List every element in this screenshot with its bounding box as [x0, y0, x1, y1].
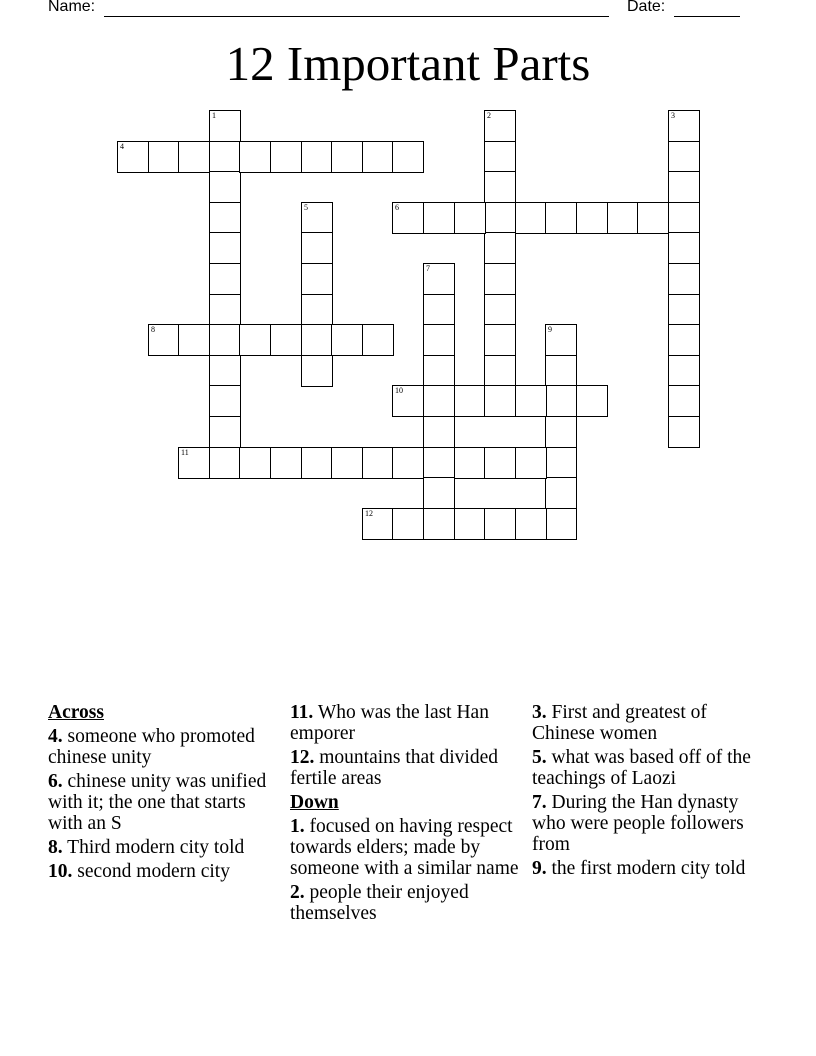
grid-cell[interactable]	[576, 385, 608, 417]
grid-cell[interactable]	[239, 141, 271, 173]
grid-cell[interactable]	[668, 385, 700, 417]
clue-number: 8.	[48, 837, 63, 858]
clue-down-2	[290, 882, 526, 924]
grid-cell[interactable]	[148, 141, 180, 173]
grid-cell[interactable]	[515, 202, 547, 234]
grid-cell[interactable]	[668, 294, 700, 326]
clue-across-10	[48, 861, 284, 882]
cell-number: 12	[365, 509, 373, 518]
clue-text: Third modern city told	[67, 837, 245, 858]
grid-cell[interactable]	[209, 263, 241, 295]
grid-cell[interactable]	[423, 355, 455, 387]
grid-cell[interactable]	[423, 416, 455, 448]
grid-cell[interactable]	[270, 141, 302, 173]
grid-cell[interactable]	[515, 508, 547, 540]
grid-cell[interactable]	[178, 447, 210, 479]
grid-cell[interactable]	[392, 508, 424, 540]
grid-cell[interactable]	[484, 110, 516, 142]
clue-down-9	[532, 858, 768, 879]
clue-down-5	[532, 747, 768, 789]
grid-cell[interactable]	[301, 202, 333, 234]
cell-number: 3	[671, 111, 675, 120]
clue-number: 1.	[290, 816, 305, 837]
grid-cell[interactable]	[545, 447, 577, 479]
grid-cell[interactable]	[668, 232, 700, 264]
grid-cell[interactable]	[484, 355, 516, 387]
clue-across-4	[48, 726, 284, 768]
across-heading: Across	[48, 702, 104, 723]
grid-cell[interactable]	[454, 385, 486, 417]
grid-cell[interactable]	[148, 324, 180, 356]
clue-text: second modern city	[77, 861, 230, 882]
clue-across-11	[290, 702, 526, 744]
clue-text: what was based off of the teachings of Laozi	[532, 747, 751, 789]
clue-down-1	[290, 816, 526, 879]
grid-cell[interactable]	[209, 141, 241, 173]
clue-across-12	[290, 747, 526, 789]
grid-cell[interactable]	[331, 141, 363, 173]
clue-across-8	[48, 837, 284, 858]
cell-number: 4	[120, 142, 124, 151]
grid-cell[interactable]	[239, 447, 271, 479]
grid-cell[interactable]	[423, 477, 455, 509]
grid-cell[interactable]	[392, 447, 424, 479]
grid-cell[interactable]	[454, 447, 486, 479]
grid-cell[interactable]	[301, 447, 333, 479]
cell-number: 5	[304, 203, 308, 212]
clue-text: First and greatest of Chinese women	[532, 702, 707, 744]
grid-cell[interactable]	[117, 141, 149, 173]
grid-cell[interactable]	[545, 477, 577, 509]
clue-down-3	[532, 702, 768, 744]
clue-across-6	[48, 771, 284, 834]
clue-down-7	[532, 792, 768, 855]
grid-cell[interactable]	[331, 324, 363, 356]
grid-cell[interactable]	[178, 141, 210, 173]
grid-cell[interactable]	[209, 416, 241, 448]
clue-number: 6.	[48, 771, 63, 792]
clue-number: 5.	[532, 747, 547, 768]
grid-cell[interactable]	[423, 447, 455, 479]
clue-number: 10.	[48, 861, 73, 882]
grid-cell[interactable]	[484, 385, 516, 417]
grid-cell[interactable]	[362, 141, 394, 173]
date-label: Date:	[627, 0, 666, 15]
grid-cell[interactable]	[209, 355, 241, 387]
grid-cell[interactable]	[423, 263, 455, 295]
grid-cell[interactable]	[209, 324, 241, 356]
grid-cell[interactable]	[301, 324, 333, 356]
grid-cell[interactable]	[454, 508, 486, 540]
cell-number: 6	[395, 203, 399, 212]
grid-cell[interactable]	[515, 385, 547, 417]
grid-cell[interactable]	[545, 324, 577, 356]
grid-cell[interactable]	[239, 324, 271, 356]
grid-cell[interactable]	[545, 202, 577, 234]
clue-text: focused on having respect towards elders; made by someone with a similar name	[290, 816, 519, 879]
grid-cell[interactable]	[515, 447, 547, 479]
clue-text: people their enjoyed themselves	[290, 882, 469, 924]
grid-cell[interactable]	[362, 447, 394, 479]
grid-cell[interactable]	[668, 263, 700, 295]
down-heading: Down	[290, 792, 339, 813]
clues-column-1	[48, 702, 284, 885]
grid-cell[interactable]	[423, 294, 455, 326]
grid-cell[interactable]	[668, 171, 700, 203]
grid-cell[interactable]	[209, 171, 241, 203]
grid-cell[interactable]	[484, 447, 516, 479]
grid-cell[interactable]	[209, 232, 241, 264]
grid-cell[interactable]	[423, 508, 455, 540]
clue-text: chinese unity was unified with it; the one that starts with an S	[48, 771, 267, 834]
grid-cell[interactable]	[209, 385, 241, 417]
grid-cell[interactable]	[484, 232, 516, 264]
clues-column-2	[290, 702, 526, 927]
name-label: Name:	[48, 0, 96, 15]
clue-number: 12.	[290, 747, 315, 768]
cell-number: 9	[548, 325, 552, 334]
grid-cell[interactable]	[668, 110, 700, 142]
cell-number: 11	[181, 448, 189, 457]
clue-text: someone who promoted chinese unity	[48, 726, 255, 768]
grid-cell[interactable]	[576, 202, 608, 234]
grid-cell[interactable]	[423, 385, 455, 417]
page-title: 12 Important Parts	[225, 36, 591, 91]
grid-cell[interactable]	[545, 385, 577, 417]
cell-number: 10	[395, 386, 403, 395]
clue-number: 4.	[48, 726, 63, 747]
grid-cell[interactable]	[301, 294, 333, 326]
grid-cell[interactable]	[270, 324, 302, 356]
grid-cell[interactable]	[301, 232, 333, 264]
grid-cell[interactable]	[668, 202, 700, 234]
grid-cell[interactable]	[423, 202, 455, 234]
grid-cell[interactable]	[545, 508, 577, 540]
grid-cell[interactable]	[392, 385, 424, 417]
grid-cell[interactable]	[668, 416, 700, 448]
clue-text: During the Han dynasty who were people followers from	[532, 792, 744, 855]
grid-cell[interactable]	[209, 202, 241, 234]
grid-cell[interactable]	[209, 447, 241, 479]
cell-number: 1	[212, 111, 216, 120]
grid-cell[interactable]	[178, 324, 210, 356]
clue-text: Who was the last Han emporer	[290, 702, 489, 744]
grid-cell[interactable]	[301, 141, 333, 173]
clue-number: 11.	[290, 702, 314, 723]
cell-number: 8	[151, 325, 155, 334]
clue-number: 7.	[532, 792, 547, 813]
grid-cell[interactable]	[484, 508, 516, 540]
clue-number: 2.	[290, 882, 305, 903]
grid-cell[interactable]	[484, 324, 516, 356]
grid-cell[interactable]	[484, 141, 516, 173]
grid-cell[interactable]	[668, 355, 700, 387]
grid-cell[interactable]	[607, 202, 639, 234]
grid-cell[interactable]	[668, 141, 700, 173]
grid-cell[interactable]	[209, 294, 241, 326]
cell-number: 7	[426, 264, 430, 273]
grid-cell[interactable]	[392, 202, 424, 234]
grid-cell[interactable]	[484, 202, 516, 234]
grid-cell[interactable]	[270, 447, 302, 479]
grid-cell[interactable]	[331, 447, 363, 479]
grid-cell[interactable]	[545, 355, 577, 387]
grid-cell[interactable]	[301, 263, 333, 295]
grid-cell[interactable]	[484, 294, 516, 326]
grid-cell[interactable]	[484, 171, 516, 203]
grid-cell[interactable]	[362, 508, 394, 540]
clue-text: the first modern city told	[551, 858, 746, 879]
clues-column-3	[532, 702, 768, 882]
grid-cell[interactable]	[301, 355, 333, 387]
grid-cell[interactable]	[392, 141, 424, 173]
grid-cell[interactable]	[484, 263, 516, 295]
grid-cell[interactable]	[637, 202, 669, 234]
grid-cell[interactable]	[668, 324, 700, 356]
grid-cell[interactable]	[545, 416, 577, 448]
clue-number: 3.	[532, 702, 547, 723]
grid-cell[interactable]	[423, 324, 455, 356]
cell-number: 2	[487, 111, 491, 120]
grid-cell[interactable]	[209, 110, 241, 142]
clue-text: mountains that divided fertile areas	[290, 747, 498, 789]
grid-cell[interactable]	[454, 202, 486, 234]
clue-number: 9.	[532, 858, 547, 879]
grid-cell[interactable]	[362, 324, 394, 356]
